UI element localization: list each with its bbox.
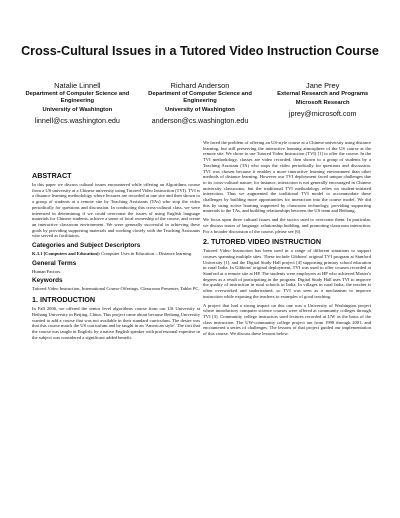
- categories-code: K.3.1 [Computers and Education]:: [32, 251, 101, 257]
- author-affiliation: External Research and Programs: [277, 90, 369, 97]
- general-terms-heading: General Terms: [32, 259, 77, 267]
- author-name: Natalie Linnell: [54, 81, 101, 90]
- paper-title: Cross-Cultural Issues in a Tutored Video Instruction Course: [21, 44, 379, 58]
- author-affiliation: Department of Computer Science and Engineering: [25, 90, 130, 104]
- abstract-text: In this paper we discuss cultural issues encountered while offering an Algorithms course from a US university at a Chinese university using Tutored Video Instruction (TVI). TVI is a distance learning methodology where lectures are recorded at one site and then shown to a group of students at a remote site by Teaching Assistants (TAs) who stop the video periodically for questions and discussion. In conducting this cross-cultural class, we were interested in determining if we could overcome the issues of using English language materials for Chinese students, achieve a sense of local ownership of the course, and create an interactive classroom environment. We were generally successful in achieving these goals by providing supporting materials and working closely with the Teaching Assistants who served as facilitators.: [32, 182, 200, 239]
- body-paragraph: We focus upon three cultural issues and the tactics used to overcome them. In particular, we discuss issues of language, relationship building, and promoting classroom interaction. For a broader discussion of the course, please see [6].: [203, 217, 371, 234]
- author-block: [16, 81, 384, 126]
- tvi-section-heading: 2. TUTORED VIDEO INSTRUCTION: [203, 237, 322, 247]
- author-email: anderson@cs.washington.edu: [151, 116, 249, 126]
- author-2: [139, 81, 262, 126]
- body-paragraph: A project that had a strong impact on this one was a University of Washington project where introductory computer science courses were offered at community colleges through TVI [3]. Community college instructors used lectures recorded at UW as the basis of the class instruction. The UW-community college project ran from 1998 through 2001, and encountered a series of challenges. The lessons of that project guided our implementation of this course. We discuss these lessons below.: [203, 302, 371, 337]
- keywords-text: Tutored Video Instruction, International Course Offerings, Classroom Presenter, Tablet PC.: [32, 286, 200, 292]
- general-terms-text: Human Factors.: [32, 268, 62, 274]
- categories-heading: Categories and Subject Descriptors: [32, 242, 141, 250]
- author-institution: University of Washington: [165, 106, 235, 113]
- body-paragraph: Tutored Video Instruction has been used in a range of different situations to support courses spanning multiple sites. These include Gibbons' original TVI program at Stanford University [1], and the Digital Study Hall project [4] supporting primary school education in rural India. In Gibbons' original deployment, TVI was used to offer courses recorded at Stanford at a remote site at HP. The students were employees at HP who achieved Master's degrees as a result of participating in the program. Digital Study Hall uses TVI to improve the quality of instruction in rural schools in India. In villages in rural India, the teacher is often overworked and undertrained, so TVI was seen as a mechanism to improve instruction while exposing the teachers to examples of good teaching.: [203, 248, 371, 299]
- introduction-heading: 1. INTRODUCTION: [32, 295, 96, 305]
- author-email: linnell@cs.washington.edu: [34, 116, 120, 126]
- author-institution: Microsoft Research: [295, 99, 350, 106]
- author-3: [261, 81, 384, 126]
- categories-text: [32, 251, 200, 257]
- author-1: [16, 81, 139, 126]
- keywords-heading: Keywords: [32, 277, 63, 285]
- author-name: Richard Anderson: [170, 81, 230, 90]
- author-affiliation: Department of Computer Science and Engineering: [148, 90, 252, 104]
- author-email: jprey@microsoft.com: [288, 109, 357, 119]
- right-column: [203, 140, 371, 340]
- author-name: Jane Prey: [306, 81, 340, 90]
- categories-description: Computer Uses in Education – Distance learning.: [100, 251, 193, 257]
- author-institution: University of Washington: [42, 106, 113, 113]
- introduction-text: In Fall 2006, we offered the senior level algorithms course from our US University at Beihang University in Beijing, China. This project came about because Beihang University wanted to add a course that was not available in their standard curriculum. The desire was that this course match the US curriculum and be taught in an 'American style'. The fact that the course was taught in English, by a native English speaker with professional expertise in the subject was considered a significant added benefit.: [32, 306, 200, 340]
- abstract-heading: ABSTRACT: [32, 171, 72, 180]
- left-column: [32, 168, 200, 343]
- body-paragraph: We faced the problem of offering an US-style course at a Chinese university using distance learning, but still preserving the interactive learning atmosphere of the US course at the remote site. We chose to use Tutored Video Instruction (TVI) [1] to offer the course. In the TVI methodology, classes are video recorded, then shown to a group of students by a Teaching Assistant (TA) who stops the video periodically for questions and discussion. TVI was chosen because it enables a more interactive learning environment than other methods of distance learning. However our TVI deployment faced unique challenges due to its cross-cultural nature; for instance, interaction is not generally encouraged in Chinese university classrooms, but the traditional TVI methodology relies on student-initiated interaction. Thus we augmented the traditional TVI model to accommodate these challenges by building more opportunities for interaction into the course model. We did this by using active learning supported by classroom technology, providing supporting materials to the TAs, and building relationships between the US team and Beihang.: [203, 140, 371, 214]
